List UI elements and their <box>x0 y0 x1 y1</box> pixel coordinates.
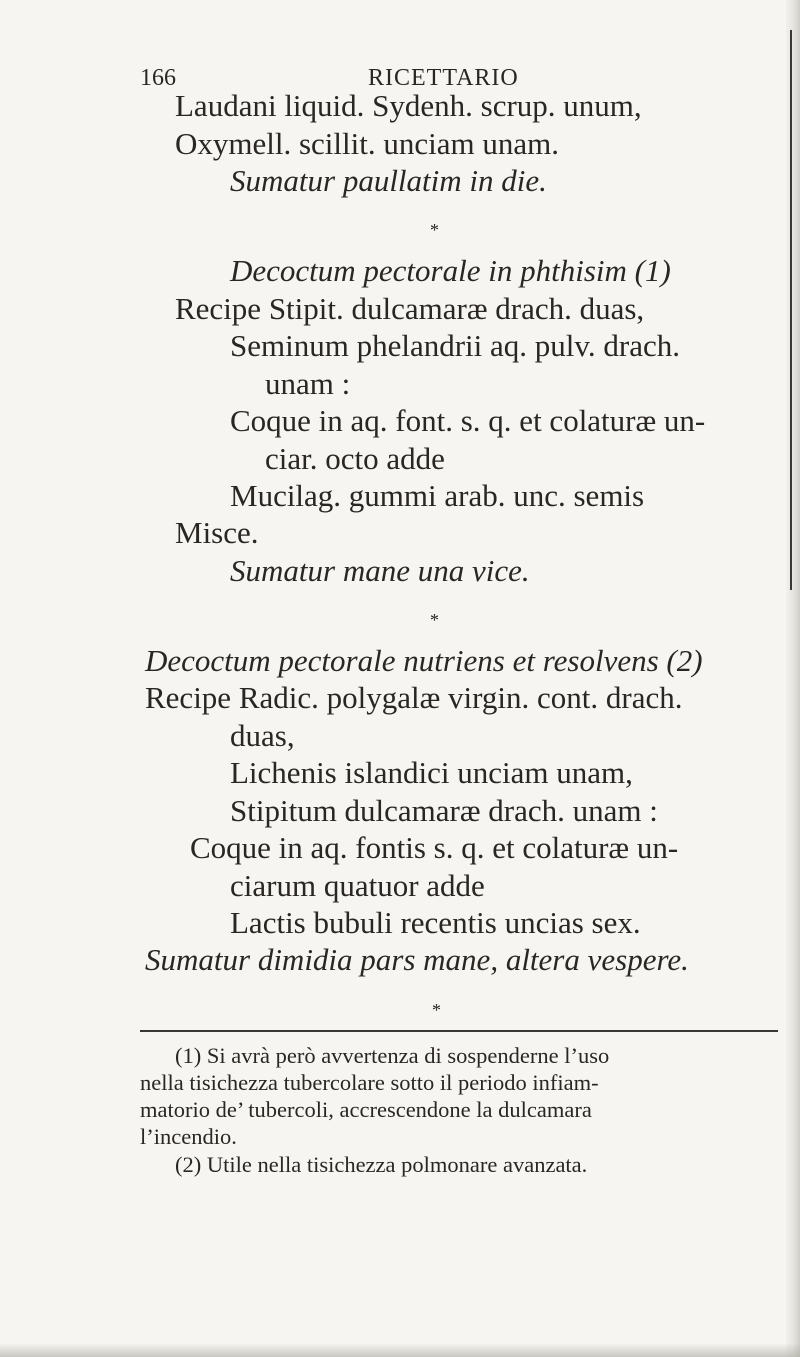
section-separator: * <box>430 610 439 630</box>
instruction-line: Sumatur paullatim in die. <box>230 163 547 198</box>
recipe-title: Decoctum pectorale in phthisim (1) <box>230 253 671 288</box>
text-line: unam : <box>265 366 351 401</box>
page-edge-line <box>790 30 792 590</box>
running-title: RICETTARIO <box>368 65 519 91</box>
text-line: Coque in aq. fontis s. q. et colaturæ un- <box>190 830 679 865</box>
page-edge <box>786 0 800 1357</box>
instruction-line: Sumatur dimidia pars mane, altera vespere. <box>145 942 689 977</box>
page-bottom-edge <box>0 1343 800 1357</box>
footnote-line: nella tisichezza tubercolare sotto il periodo infiam- <box>140 1070 599 1095</box>
recipe-title: Decoctum pectorale nutriens et resolvens (2) <box>145 643 703 678</box>
text-line: Misce. <box>175 515 259 550</box>
section-separator: * <box>432 1000 441 1020</box>
text-line: ciar. octo adde <box>265 441 445 476</box>
footnote-line: matorio de’ tubercoli, accrescendone la dulcamara <box>140 1097 592 1122</box>
text-line: Recipe Radic. polygalæ virgin. cont. drach. <box>145 680 683 715</box>
text-line: ciarum quatuor adde <box>230 868 485 903</box>
section-separator: * <box>430 220 439 240</box>
page-number: 166 <box>140 65 176 91</box>
footnote-line: l’incendio. <box>140 1124 237 1149</box>
instruction-line: Sumatur mane una vice. <box>230 553 530 588</box>
text-line: duas, <box>230 718 295 753</box>
footnote-line: (2) Utile nella tisichezza polmonare avanzata. <box>175 1152 588 1177</box>
text-line: Seminum phelandrii aq. pulv. drach. <box>230 328 680 363</box>
text-line: Oxymell. scillit. unciam unam. <box>175 126 559 161</box>
footnote-rule <box>140 1030 778 1032</box>
text-line: Laudani liquid. Sydenh. scrup. unum, <box>175 88 642 123</box>
text-line: Lichenis islandici unciam unam, <box>230 755 633 790</box>
text-line: Stipitum dulcamaræ drach. unam : <box>230 793 658 828</box>
footnote-line: (1) Si avrà però avvertenza di sospenderne l’uso <box>175 1043 610 1068</box>
text-line: Coque in aq. font. s. q. et colaturæ un- <box>230 403 706 438</box>
text-line: Mucilag. gummi arab. unc. semis <box>230 478 645 513</box>
text-line: Recipe Stipit. dulcamaræ drach. duas, <box>175 291 645 326</box>
text-line: Lactis bubuli recentis uncias sex. <box>230 905 641 940</box>
